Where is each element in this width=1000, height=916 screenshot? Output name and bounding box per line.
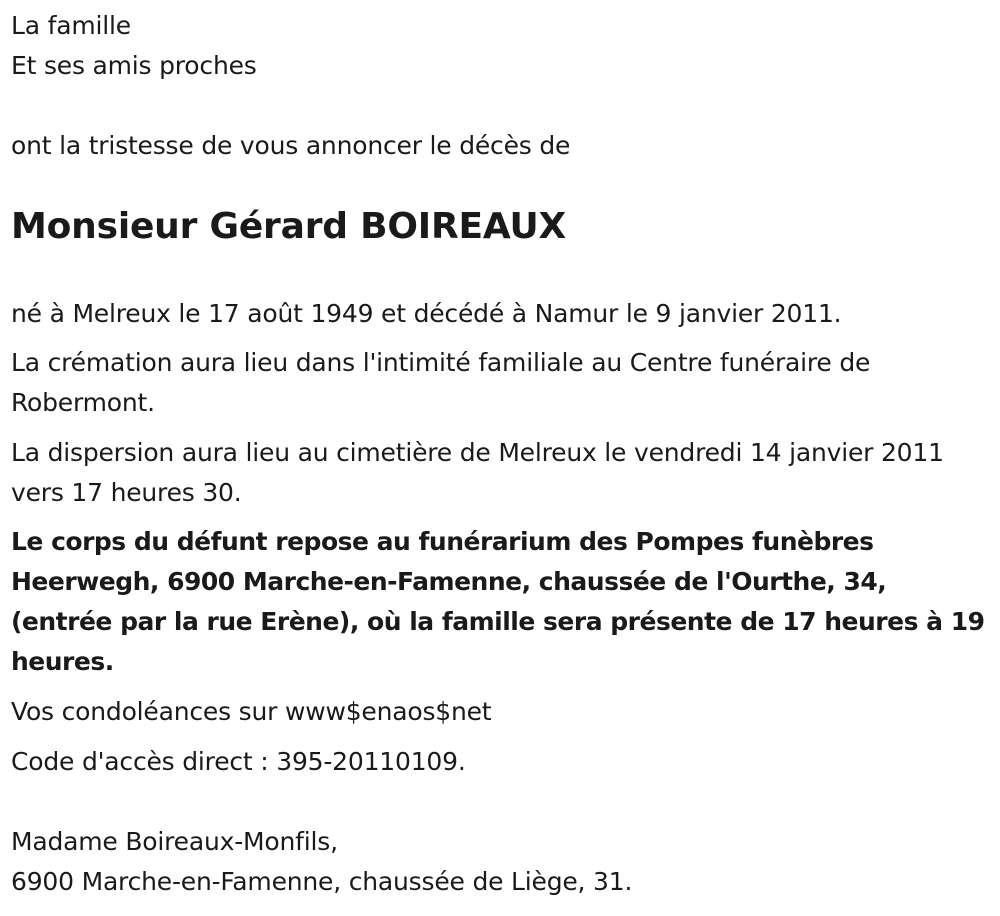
condolences-info: Vos condoléances sur www$enaos$net [11,697,492,726]
contact-name: Madame Boireaux-Monfils, [11,827,338,856]
access-code: Code d'accès direct : 395-20110109. [11,747,466,776]
intro-announcement: ont la tristesse de vous annoncer le décès de [11,131,571,160]
cremation-info: La crémation aura lieu dans l'intimité familiale au Centre funéraire de Robermont. [11,348,871,417]
intro-friends: Et ses amis proches [11,51,257,80]
contact-address: 6900 Marche-en-Famenne, chaussée de Liège, 31. [11,867,633,896]
dispersion-info: La dispersion aura lieu au cimetière de Melreux le vendredi 14 janvier 2011 vers 17 heures 30. [11,438,944,507]
birth-death-info: né à Melreux le 17 août 1949 et décédé à Namur le 9 janvier 2011. [11,299,842,328]
intro-family: La famille [11,11,131,40]
funeral-home-info: Le corps du défunt repose au funérarium des Pompes funèbres Heerwegh, 6900 Marche-en-Famenne, chaussée de l'Ourthe, 34, (entrée par la rue Erène), où la famille sera présente de 17 heures à 19 heures. [11,527,985,676]
deceased-name: Monsieur Gérard BOIREAUX [11,206,567,247]
